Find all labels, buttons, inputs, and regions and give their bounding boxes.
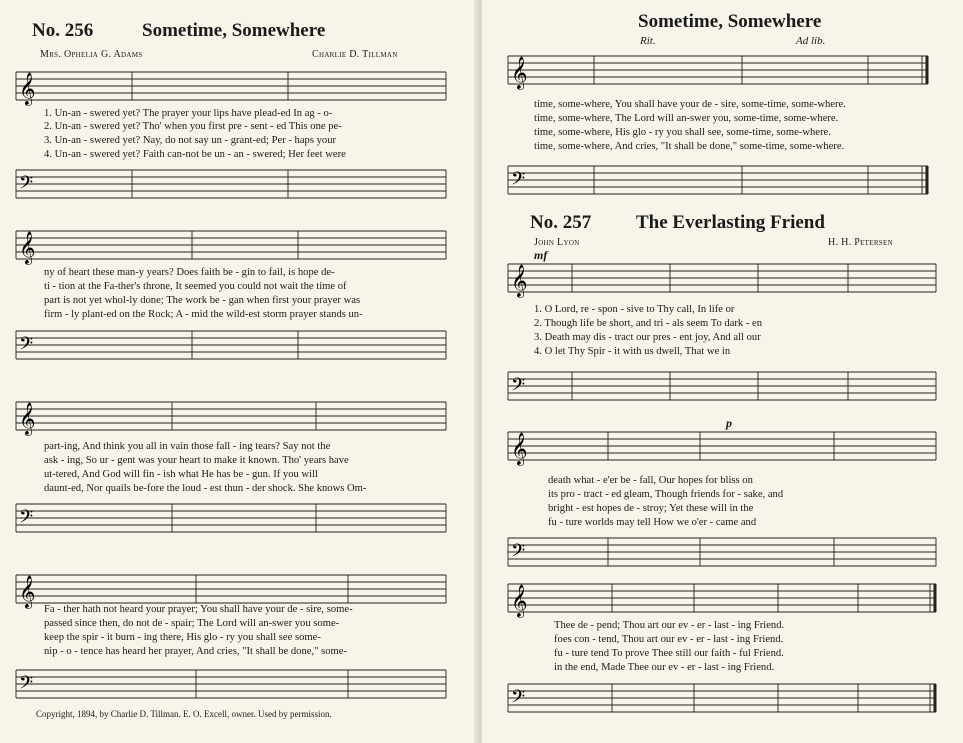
lyric-line: its pro - tract - ed gleam, Though friends for - sake, and — [548, 489, 784, 500]
bass-staff — [508, 162, 928, 202]
lyric-line: 3. Death may dis - tract our pres - ent joy, And all our — [534, 332, 761, 343]
svg-text:𝄢: 𝄢 — [511, 687, 526, 712]
lyric-line: ny of heart these man-y years? Does faith be - gin to fail, is hope de- — [44, 267, 335, 278]
lyric-line: ut-tered, And God will fin - ish what He has be - gun. If you will — [44, 469, 318, 480]
lyric-line: fu - ture tend To prove Thee still our faith - ful Friend. — [554, 648, 784, 659]
svg-text:𝄢: 𝄢 — [19, 173, 34, 198]
words-credit: John Lyon — [534, 237, 580, 248]
ad-lib-marking: Ad lib. — [796, 35, 826, 47]
treble-staff — [508, 52, 928, 92]
treble-staff — [16, 398, 446, 438]
hymn-number: No. 257 — [530, 212, 592, 233]
lyric-line: 2. Though life be short, and tri - als seem To dark - en — [534, 318, 763, 329]
lyric-line: 4. Un-an - swered yet? Faith can-not be un - an - swered; Her feet were — [44, 149, 346, 160]
svg-text:𝄢: 𝄢 — [19, 507, 34, 532]
continued-title: Sometime, Somewhere — [638, 11, 822, 32]
treble-staff — [508, 580, 936, 620]
svg-text:𝄢: 𝄢 — [19, 673, 34, 698]
lyric-line: daunt-ed, Nor quails be-fore the loud - est thun - der shock. She knows Om- — [44, 483, 367, 494]
lyric-line: bright - est hopes de - stroy; Yet these will in the — [548, 503, 754, 514]
dynamic-marking: mf — [534, 248, 548, 262]
lyric-line: in the end, Made Thee our ev - er - last - ing Friend. — [554, 662, 775, 673]
lyric-line: nip - o - tence has heard her prayer, And cries, "It shall be done," some- — [44, 646, 347, 657]
svg-text:𝄢: 𝄢 — [511, 541, 526, 566]
music-credit: Charlie D. Tillman — [312, 49, 398, 60]
svg-text:𝄞: 𝄞 — [511, 432, 528, 465]
hymn-title: The Everlasting Friend — [636, 212, 825, 233]
bass-staff — [508, 368, 936, 408]
lyric-line: foes con - tend, Thou art our ev - er - last - ing Friend. — [554, 634, 784, 645]
svg-text:𝄞: 𝄞 — [511, 56, 528, 89]
lyric-line: 4. O let Thy Spir - it with us dwell, That we in — [534, 346, 731, 357]
svg-text:𝄞: 𝄞 — [511, 264, 528, 297]
svg-text:𝄞: 𝄞 — [19, 575, 36, 608]
ritardando-marking: Rit. — [640, 35, 656, 47]
svg-text:𝄢: 𝄢 — [19, 334, 34, 359]
svg-text:𝄞: 𝄞 — [511, 584, 528, 617]
bass-staff — [508, 534, 936, 574]
hymn-title: Sometime, Somewhere — [142, 20, 326, 41]
words-credit: Mrs. Ophelia G. Adams — [40, 49, 143, 60]
lyric-line: death what - e'er be - fall, Our hopes for bliss on — [548, 475, 753, 486]
lyric-line: time, some-where, The Lord will an-swer you, some-time, some-where. — [534, 113, 839, 124]
lyric-line: Thee de - pend; Thou art our ev - er - last - ing Friend. — [554, 620, 785, 631]
lyric-line: Fa - ther hath not heard your prayer; You shall have your de - sire, some- — [44, 604, 353, 615]
lyric-line: part is not yet whol-ly done; The work be - gan when first your prayer was — [44, 295, 361, 306]
hymn-number: No. 256 — [32, 20, 94, 41]
treble-staff — [508, 260, 936, 300]
lyric-line: firm - ly plant-ed on the Rock; A - mid the wild-est storm prayer stands un- — [44, 309, 363, 320]
lyric-line: part-ing, And think you all in vain those fall - ing tears? Say not the — [44, 441, 331, 452]
lyric-line: 3. Un-an - swered yet? Nay, do not say un - grant-ed; Per - haps your — [44, 135, 337, 146]
lyric-line: ti - tion at the Fa-ther's throne, It seemed you could not wait the time of — [44, 281, 347, 292]
music-credit: H. H. Petersen — [828, 237, 893, 248]
lyric-line: 2. Un-an - swered yet? Tho' when you first pre - sent - ed This one pe- — [44, 121, 342, 132]
lyric-line: time, some-where, You shall have your de - sire, some-time, some-where. — [534, 99, 846, 110]
svg-text:𝄞: 𝄞 — [19, 231, 36, 264]
bass-staff — [16, 500, 446, 540]
treble-staff — [508, 428, 936, 468]
lyric-line: keep the spir - it burn - ing there, His glo - ry you shall see some- — [44, 632, 321, 643]
bass-staff — [508, 680, 936, 720]
bass-staff — [16, 327, 446, 367]
svg-text:𝄞: 𝄞 — [19, 72, 36, 105]
treble-staff — [16, 227, 446, 267]
copyright-notice: Copyright, 1894, by Charlie D. Tillman. E. O. Excell, owner. Used by permission. — [36, 709, 332, 719]
dynamic-marking: p — [726, 416, 732, 430]
svg-text:𝄞: 𝄞 — [19, 402, 36, 435]
lyric-line: time, some-where, And cries, "It shall be done," some-time, some-where. — [534, 141, 845, 152]
lyric-line: fu - ture worlds may tell How we o'er - came and — [548, 517, 757, 528]
bass-staff — [16, 666, 446, 706]
lyric-line: ask - ing, So ur - gent was your heart to make it known. Tho' years have — [44, 455, 349, 466]
left-page — [0, 0, 478, 743]
right-page — [482, 0, 963, 743]
svg-text:𝄢: 𝄢 — [511, 375, 526, 400]
bass-staff — [16, 166, 446, 206]
lyric-line: 1. O Lord, re - spon - sive to Thy call, In life or — [534, 304, 735, 315]
lyric-line: 1. Un-an - swered yet? The prayer your lips have plead-ed In ag - o- — [44, 108, 333, 119]
treble-staff — [16, 68, 446, 108]
svg-text:𝄢: 𝄢 — [511, 169, 526, 194]
lyric-line: passed since then, do not de - spair; The Lord will an-swer you some- — [44, 618, 340, 629]
lyric-line: time, some-where, His glo - ry you shall see, some-time, some-where. — [534, 127, 831, 138]
